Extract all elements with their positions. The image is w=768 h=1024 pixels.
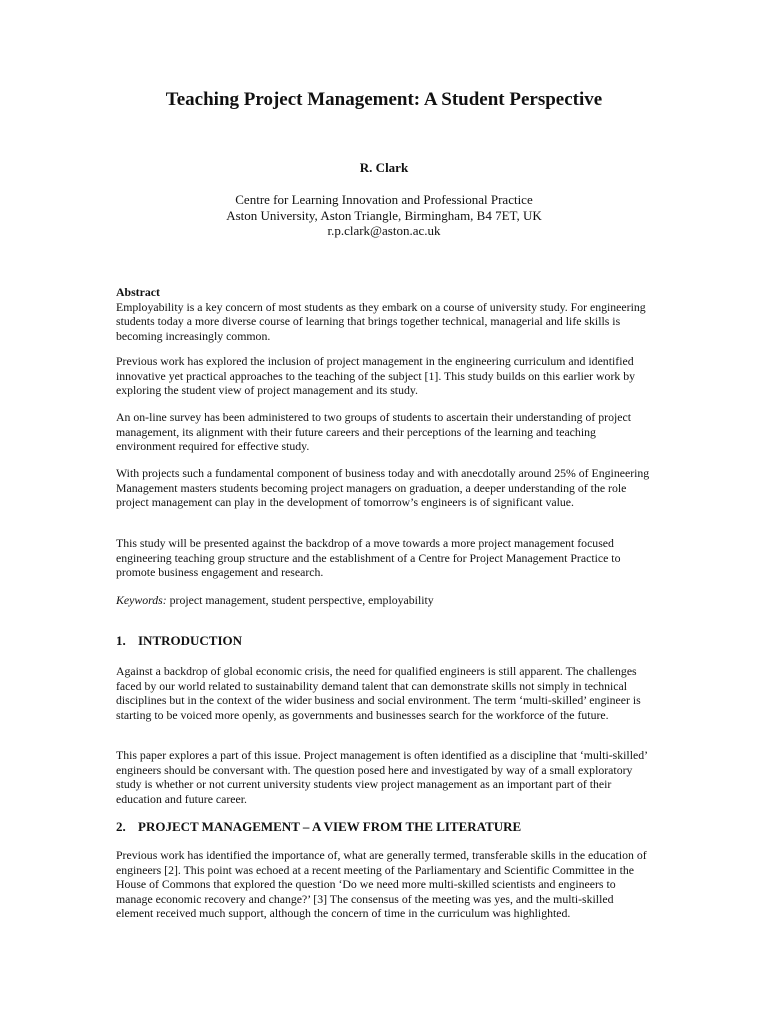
author-email: r.p.clark@aston.ac.uk xyxy=(327,223,441,238)
keywords-line xyxy=(116,593,652,608)
paper-title: Teaching Project Management: A Student Perspective xyxy=(165,89,603,110)
section-title: PROJECT MANAGEMENT – A VIEW FROM THE LITERATURE xyxy=(138,819,522,834)
section-number: 1. xyxy=(116,633,126,648)
section-heading-introduction xyxy=(116,633,652,649)
abstract-paragraph-1 xyxy=(116,285,652,343)
affiliation-block xyxy=(116,192,652,239)
section-number: 2. xyxy=(116,819,126,834)
affiliation-line: Aston University, Aston Triangle, Birmingham, B4 7ET, UK xyxy=(226,207,542,223)
abstract-paragraph-3: An on-line survey has been administered to two groups of students to ascertain their understanding of project management, its alignment with their future careers and their perceptions of the learning and teaching environment required for effective study. xyxy=(116,410,632,454)
introduction-paragraph-2: This paper explores a part of this issue. Project management is often identified as a discipline that ‘multi-skilled’ engineers should be conversant with. The question posed here and investigated by way of a small exploratory study is whether or not current university students view project management as an important part of their education and future career. xyxy=(116,748,648,806)
section-title: INTRODUCTION xyxy=(138,633,243,648)
abstract-text: Employability is a key concern of most students as they embark on a course of university study. For engineering students today a more diverse course of learning that brings together technical, managerial and life skills is becoming increasingly common. xyxy=(116,299,646,343)
section-heading-literature xyxy=(116,819,652,835)
abstract-paragraph-2: Previous work has explored the inclusion of project management in the engineering curriculum and identified innovative yet practical approaches to the teaching of the subject [1]. This study builds on this earlier work by exploring the student view of project management and its study. xyxy=(116,354,636,398)
abstract-paragraph-4: With projects such a fundamental component of business today and with anecdotally around 25% of Engineering Management masters students becoming project managers on graduation, a deeper understanding of the role project management can play in the development of tomorrow’s engineers is of significant value. xyxy=(116,466,650,510)
keywords-text: project management, student perspective, employability xyxy=(169,593,434,607)
keywords-label: Keywords: xyxy=(116,593,167,607)
affiliation-line: Centre for Learning Innovation and Professional Practice xyxy=(235,192,533,207)
abstract-heading: Abstract xyxy=(116,285,160,299)
introduction-paragraph-1: Against a backdrop of global economic crisis, the need for qualified engineers is still apparent. The challenges faced by our world related to sustainability demand talent that can demonstrate skills not simply in technical disciplines but in the context of the wider business and social environment. The term ‘multi-skilled’ engineer is starting to be voiced more openly, as governments and businesses search for the workforce of the future. xyxy=(116,664,641,722)
abstract-paragraph-5: This study will be presented against the backdrop of a move towards a more project management focused engineering teaching group structure and the establishment of a Centre for Project Management Practice to promote business engagement and research. xyxy=(116,536,621,580)
author-name: R. Clark xyxy=(359,160,409,175)
literature-paragraph-1: Previous work has identified the importance of, what are generally termed, transferable skills in the education of engineers [2]. This point was echoed at a recent meeting of the Parliamentary and Scientific Committee in the House of Commons that explored the question ‘Do we need more multi-skilled scientists and engineers to manage economic recovery and change?’ [3] The consensus of the meeting was yes, and the multi-skilled element received much support, although the concern of time in the curriculum was highlighted. xyxy=(116,848,647,921)
